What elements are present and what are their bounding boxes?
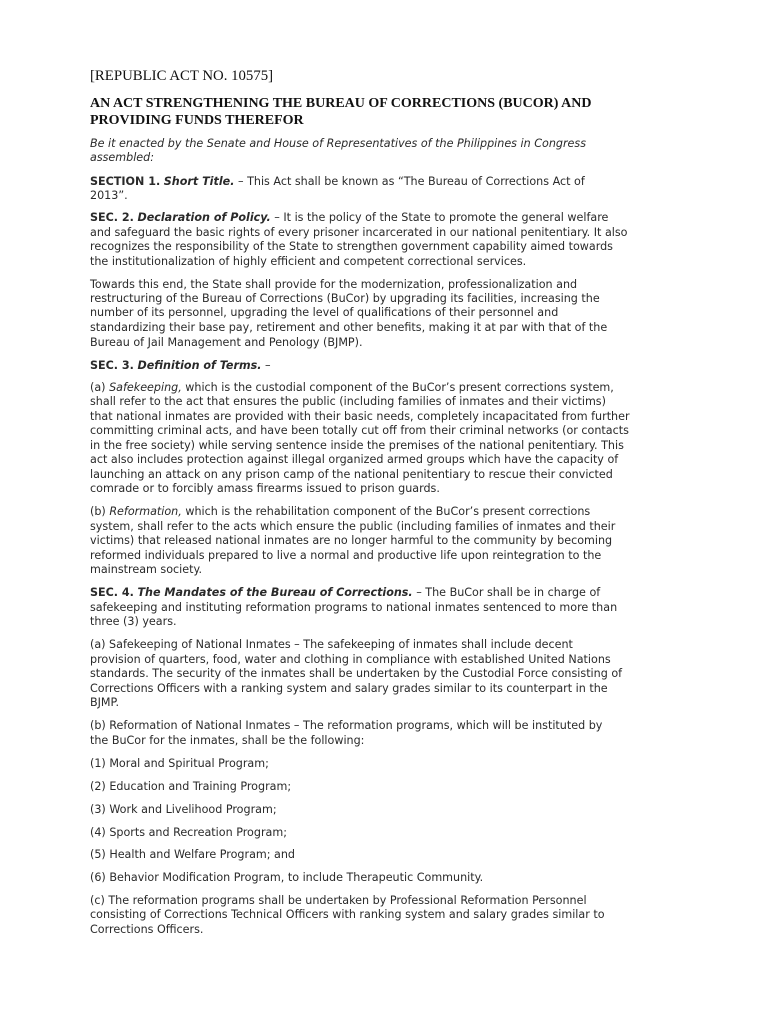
section-3a-term: Safekeeping,: [109, 381, 182, 394]
section-3b-term: Reformation,: [109, 505, 182, 518]
section-3-heading: [90, 359, 271, 374]
section-2-para2-line-5: Bureau of Jail Management and Penology (BJMP).: [90, 336, 363, 349]
section-4a-line-5: BJMP.: [90, 696, 120, 709]
section-2-line-3: recognizes the responsibility of the State to strengthen government capability aimed towards: [90, 240, 613, 253]
section-3-title: Definition of Terms.: [137, 359, 262, 372]
section-2-para2-line-1: Towards this end, the State shall provide for the modernization, professionalization and: [90, 278, 578, 291]
section-3b-text: which is the rehabilitation component of the BuCor’s present corrections: [181, 505, 591, 518]
section-4c-line-1: (c) The reformation programs shall be undertaken by Professional Reformation Personnel: [90, 894, 587, 907]
section-4-label: SEC. 4.: [90, 586, 134, 599]
section-4-line-3: three (3) years.: [90, 615, 177, 628]
section-1-title: Short Title.: [163, 175, 235, 188]
section-2-line-2: and safeguard the basic rights of every prisoner incarcerated in our national penitentiary. It also: [90, 226, 628, 239]
section-3b-line-4: reformed individuals prepared to live a normal and productive life upon reintegration to the: [90, 549, 602, 562]
section-3a-prefix: (a): [90, 381, 110, 394]
section-1-text: – This Act shall be known as “The Bureau of Corrections Act of: [234, 175, 585, 188]
program-item: (6) Behavior Modification Program, to include Therapeutic Community.: [90, 871, 484, 884]
act-title-line-2: PROVIDING FUNDS THEREFOR: [90, 113, 304, 128]
section-3a-line-5: in the free society) while serving sentence inside the premises of the national penitentiary. This: [90, 439, 624, 452]
enacting-clause-line-2: assembled:: [90, 151, 154, 164]
program-item: (2) Education and Training Program;: [90, 780, 292, 793]
section-3a-line-4: committing criminal acts, and have been totally cut off from their criminal networks (or contacts: [90, 424, 629, 437]
section-1-line-1: [90, 175, 585, 190]
section-4b-line-2: the BuCor for the inmates, shall be the following:: [90, 734, 365, 747]
section-4-line-1: [90, 586, 600, 601]
program-item: (3) Work and Livelihood Program;: [90, 803, 277, 816]
section-3a-line-8: comrade or to forcibly amass firearms issued to prison guards.: [90, 482, 440, 495]
enacting-clause-line-1: Be it enacted by the Senate and House of Representatives of the Philippines in Congress: [90, 137, 586, 150]
section-3b-line-3: victims) that released national inmates are no longer harmful to the community by becoming: [90, 534, 613, 547]
section-4c-line-2: consisting of Corrections Technical Officers with ranking system and salary grades similar to: [90, 908, 605, 921]
section-2-line-1: [90, 211, 608, 226]
section-4-text: – The BuCor shall be in charge of: [412, 586, 601, 599]
section-3a-line-1: [90, 381, 614, 396]
section-4a-line-3: standards. The security of the inmates shall be undertaken by the Custodial Force consisting of: [90, 667, 623, 680]
act-title-line-1: AN ACT STRENGTHENING THE BUREAU OF CORRECTIONS (BUCOR) AND: [90, 96, 592, 111]
section-2-para2-line-3: number of its personnel, upgrading the level of qualifications of their personnel and: [90, 306, 559, 319]
program-item: (4) Sports and Recreation Program;: [90, 826, 287, 839]
section-3a-text: which is the custodial component of the BuCor’s present corrections system,: [181, 381, 614, 394]
section-3b-line-2: system, shall refer to the acts which ensure the public (including families of inmates and their: [90, 520, 616, 533]
section-4-line-2: safekeeping and instituting reformation programs to national inmates sentenced to more than: [90, 601, 618, 614]
section-4a-line-4: Corrections Officers with a ranking system and salary grades similar to its counterpart in the: [90, 682, 608, 695]
section-3a-line-2: shall refer to the act that ensures the public (including families of inmates and their victims): [90, 395, 606, 408]
section-3b-line-5: mainstream society.: [90, 563, 203, 576]
section-3b-line-1: [90, 505, 590, 520]
section-3a-line-3: that national inmates are provided with their basic needs, completely incapacitated from further: [90, 410, 630, 423]
program-item: (5) Health and Welfare Program; and: [90, 848, 295, 861]
section-2-text: – It is the policy of the State to promote the general welfare: [270, 211, 609, 224]
section-3-label: SEC. 3.: [90, 359, 134, 372]
section-1-line-2: 2013”.: [90, 189, 128, 202]
section-2-para2-line-2: restructuring of the Bureau of Corrections (BuCor) by upgrading its facilities, increasing the: [90, 292, 600, 305]
section-4-title: The Mandates of the Bureau of Corrections.: [137, 586, 413, 599]
section-2-label: SEC. 2.: [90, 211, 134, 224]
section-3a-line-6: act also includes protection against illegal organized armed groups which have the capacity of: [90, 453, 619, 466]
section-3-dash: –: [261, 359, 271, 372]
section-4a-line-2: provision of quarters, food, water and clothing in compliance with established United Nations: [90, 653, 611, 666]
section-2-title: Declaration of Policy.: [137, 211, 271, 224]
section-4c-line-3: Corrections Officers.: [90, 923, 204, 936]
section-2-para2-line-4: standardizing their base pay, retirement and other benefits, making it at par with that of the: [90, 321, 608, 334]
section-3b-prefix: (b): [90, 505, 110, 518]
section-4b-line-1: (b) Reformation of National Inmates – The reformation programs, which will be instituted by: [90, 719, 603, 732]
section-1-label: SECTION 1.: [90, 175, 161, 188]
program-item: (1) Moral and Spiritual Program;: [90, 757, 269, 770]
section-2-line-4: the institutionalization of highly efficient and competent correctional services.: [90, 255, 527, 268]
section-4a-line-1: (a) Safekeeping of National Inmates – The safekeeping of inmates shall include decent: [90, 638, 573, 651]
republic-act-number: [REPUBLIC ACT NO. 10575]: [90, 68, 274, 84]
section-3a-line-7: launching an attack on any prison camp of the national penitentiary to rescue their convicted: [90, 468, 613, 481]
